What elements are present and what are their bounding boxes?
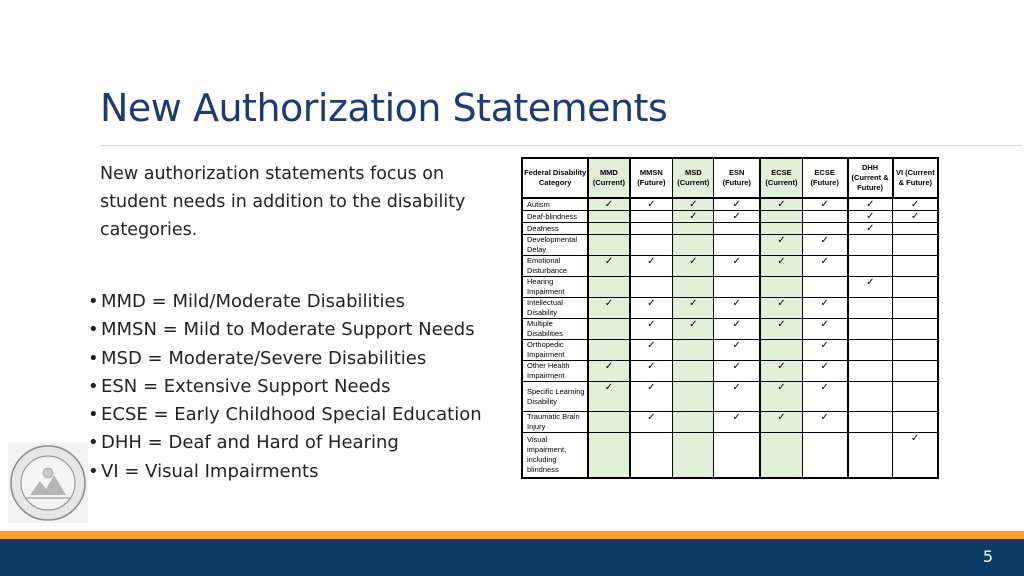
empty-cell [848, 235, 893, 256]
row-category-label: Deafness [522, 223, 588, 235]
abbreviation-text: ESN = Extensive Support Needs [101, 375, 391, 397]
checkmark-cell: ✓ [714, 340, 760, 361]
checkmark-cell: ✓ [630, 198, 673, 211]
checkmark-cell: ✓ [802, 298, 847, 319]
empty-cell [760, 340, 802, 361]
checkmark-cell: ✓ [673, 256, 714, 277]
empty-cell [673, 382, 714, 412]
empty-cell [760, 211, 802, 223]
column-header: ECSE (Future) [802, 158, 847, 198]
column-header: MMD (Current) [588, 158, 629, 198]
checkmark-cell: ✓ [760, 382, 802, 412]
abbreviation-text: DHH = Deaf and Hard of Hearing [101, 432, 399, 454]
row-category-label: Deaf-blindness [522, 211, 588, 223]
empty-cell [848, 412, 893, 433]
checkmark-cell: ✓ [630, 319, 673, 340]
checkmark-cell: ✓ [714, 412, 760, 433]
checkmark-cell: ✓ [714, 256, 760, 277]
checkmark-cell: ✓ [760, 256, 802, 277]
row-category-label: Emotional Disturbance [522, 256, 588, 277]
empty-cell [802, 211, 847, 223]
row-category-label: Orthopedic Impairment [522, 340, 588, 361]
empty-cell [630, 235, 673, 256]
empty-cell [588, 277, 629, 298]
table-row [522, 256, 938, 277]
empty-cell [630, 223, 673, 235]
footer-gold-stripe [0, 531, 1024, 539]
row-category-label: Autism [522, 198, 588, 211]
empty-cell [673, 235, 714, 256]
empty-cell [630, 433, 673, 478]
checkmark-cell: ✓ [802, 412, 847, 433]
checkmark-cell: ✓ [630, 340, 673, 361]
checkmark-cell: ✓ [630, 298, 673, 319]
column-header: ECSE (Current) [760, 158, 802, 198]
empty-cell [588, 211, 629, 223]
empty-cell [673, 412, 714, 433]
empty-cell [893, 223, 938, 235]
empty-cell [893, 298, 938, 319]
row-category-label: Visual impairment, including blindness [522, 433, 588, 478]
checkmark-cell: ✓ [588, 382, 629, 412]
empty-cell [802, 223, 847, 235]
empty-cell [802, 433, 847, 478]
checkmark-cell: ✓ [802, 256, 847, 277]
authorization-table [521, 157, 939, 479]
empty-cell [760, 433, 802, 478]
checkmark-cell: ✓ [588, 256, 629, 277]
empty-cell [588, 340, 629, 361]
row-category-label: Multiple Disabilities [522, 319, 588, 340]
abbreviation-text: MMSN = Mild to Moderate Support Needs [101, 319, 475, 341]
checkmark-cell: ✓ [760, 198, 802, 211]
column-header: Federal Disability Category [522, 158, 588, 198]
checkmark-cell: ✓ [893, 211, 938, 223]
empty-cell [760, 223, 802, 235]
checkmark-cell: ✓ [802, 361, 847, 382]
empty-cell [714, 277, 760, 298]
bullet-marker: • [88, 319, 99, 341]
slide-title: New Authorization Statements [100, 86, 668, 130]
checkmark-cell: ✓ [714, 319, 760, 340]
bullet-marker: • [88, 404, 99, 426]
empty-cell [848, 256, 893, 277]
empty-cell [893, 319, 938, 340]
abbreviation-item [88, 373, 508, 401]
empty-cell [893, 382, 938, 412]
checkmark-cell: ✓ [588, 298, 629, 319]
empty-cell [673, 433, 714, 478]
bullet-marker: • [88, 432, 99, 454]
checkmark-cell: ✓ [893, 198, 938, 211]
checkmark-cell: ✓ [630, 382, 673, 412]
abbreviation-text: MSD = Moderate/Severe Disabilities [101, 347, 427, 369]
bullet-marker: • [88, 460, 99, 482]
empty-cell [588, 433, 629, 478]
checkmark-cell: ✓ [714, 361, 760, 382]
ctc-seal-logo [8, 443, 88, 523]
checkmark-cell: ✓ [802, 198, 847, 211]
column-header: DHH (Current & Future) [848, 158, 893, 198]
bullet-marker: • [88, 375, 99, 397]
empty-cell [588, 223, 629, 235]
empty-cell [893, 235, 938, 256]
checkmark-cell: ✓ [760, 298, 802, 319]
abbreviation-text: VI = Visual Impairments [101, 460, 319, 482]
title-divider [100, 145, 1022, 146]
row-category-label: Specific Learning Disability [522, 382, 588, 412]
checkmark-cell: ✓ [673, 319, 714, 340]
checkmark-cell: ✓ [802, 340, 847, 361]
abbreviation-item [88, 458, 508, 486]
checkmark-cell: ✓ [714, 198, 760, 211]
checkmark-cell: ✓ [588, 361, 629, 382]
empty-cell [588, 412, 629, 433]
table-row [522, 412, 938, 433]
empty-cell [848, 433, 893, 478]
empty-cell [714, 235, 760, 256]
column-header: MSD (Current) [673, 158, 714, 198]
table-row [522, 223, 938, 235]
checkmark-cell: ✓ [588, 198, 629, 211]
abbreviation-item [88, 288, 508, 316]
row-category-label: Traumatic Brain Injury [522, 412, 588, 433]
row-category-label: Hearing Impairment [522, 277, 588, 298]
checkmark-cell: ✓ [848, 223, 893, 235]
checkmark-cell: ✓ [760, 412, 802, 433]
table-row [522, 382, 938, 412]
empty-cell [848, 340, 893, 361]
bullet-marker: • [88, 347, 99, 369]
row-category-label: Developmental Delay [522, 235, 588, 256]
empty-cell [760, 277, 802, 298]
empty-cell [848, 382, 893, 412]
empty-cell [893, 277, 938, 298]
empty-cell [673, 340, 714, 361]
checkmark-cell: ✓ [714, 211, 760, 223]
table-row [522, 198, 938, 211]
empty-cell [714, 223, 760, 235]
empty-cell [848, 319, 893, 340]
empty-cell [673, 277, 714, 298]
empty-cell [893, 412, 938, 433]
checkmark-cell: ✓ [630, 256, 673, 277]
empty-cell [714, 433, 760, 478]
checkmark-cell: ✓ [673, 298, 714, 319]
abbreviation-text: ECSE = Early Childhood Special Education [101, 404, 482, 426]
column-header: ESN (Future) [714, 158, 760, 198]
bullet-marker: • [88, 291, 99, 312]
empty-cell [848, 361, 893, 382]
checkmark-cell: ✓ [630, 361, 673, 382]
checkmark-cell: ✓ [760, 235, 802, 256]
empty-cell [893, 340, 938, 361]
checkmark-cell: ✓ [760, 319, 802, 340]
checkmark-cell: ✓ [714, 298, 760, 319]
column-header: MMSN (Future) [630, 158, 673, 198]
table-row [522, 235, 938, 256]
column-header: VI (Current & Future) [893, 158, 938, 198]
table-row [522, 319, 938, 340]
page-number: 5 [982, 547, 993, 566]
checkmark-cell: ✓ [802, 235, 847, 256]
abbreviation-text: MMD = Mild/Moderate Disabilities [101, 291, 406, 312]
row-category-label: Intellectual Disability [522, 298, 588, 319]
checkmark-cell: ✓ [893, 433, 938, 478]
empty-cell [893, 256, 938, 277]
empty-cell [893, 361, 938, 382]
table-row [522, 340, 938, 361]
empty-cell [673, 361, 714, 382]
checkmark-cell: ✓ [673, 211, 714, 223]
checkmark-cell: ✓ [760, 361, 802, 382]
abbreviation-item [88, 316, 508, 344]
table-row [522, 277, 938, 298]
checkmark-cell: ✓ [848, 198, 893, 211]
table-row [522, 361, 938, 382]
abbreviation-item [88, 429, 508, 457]
footer-bar [0, 539, 1024, 576]
table-row [522, 433, 938, 478]
intro-paragraph: New authorization statements focus on student needs in addition to the disability categories. [100, 164, 466, 240]
checkmark-cell: ✓ [802, 319, 847, 340]
row-category-label: Other Health Impairment [522, 361, 588, 382]
empty-cell [802, 277, 847, 298]
table-header-row [522, 158, 938, 198]
checkmark-cell: ✓ [848, 277, 893, 298]
empty-cell [848, 298, 893, 319]
checkmark-cell: ✓ [802, 382, 847, 412]
empty-cell [588, 235, 629, 256]
empty-cell [673, 223, 714, 235]
table-row [522, 211, 938, 223]
table-row [522, 298, 938, 319]
abbreviation-item [88, 345, 508, 373]
empty-cell [588, 319, 629, 340]
empty-cell [630, 277, 673, 298]
empty-cell [630, 211, 673, 223]
checkmark-cell: ✓ [714, 382, 760, 412]
abbreviation-list [88, 288, 508, 486]
checkmark-cell: ✓ [630, 412, 673, 433]
checkmark-cell: ✓ [848, 211, 893, 223]
checkmark-cell: ✓ [673, 198, 714, 211]
abbreviation-item [88, 401, 508, 429]
